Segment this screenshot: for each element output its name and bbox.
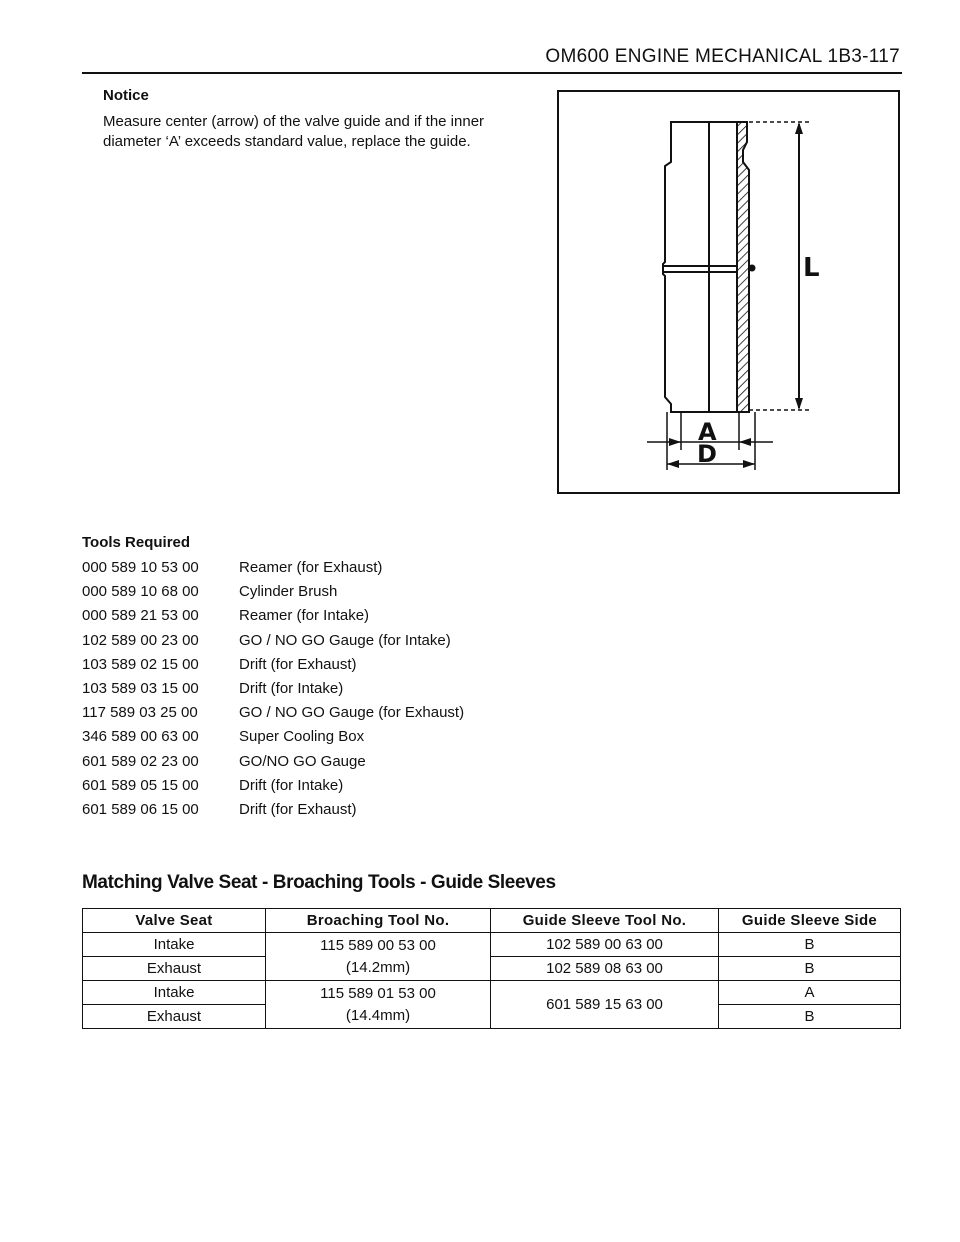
table-row [83, 981, 901, 1005]
broaching-tool-number: 115 589 01 53 00 [320, 984, 436, 1002]
tool-list-item [82, 725, 464, 749]
valve-guide-drawing [559, 92, 902, 496]
cell-guide-sleeve-side: B [719, 1005, 901, 1029]
broaching-tool-number: 115 589 00 53 00 [320, 936, 436, 954]
tool-number: 103 589 02 15 00 [82, 655, 199, 673]
dimension-a-label: A [698, 418, 717, 446]
tool-list-item [82, 798, 464, 822]
cell-valve-seat: Intake [83, 981, 266, 1005]
tool-list-item [82, 750, 464, 774]
tool-description: GO / NO GO Gauge (for Intake) [239, 631, 451, 649]
tool-description: GO/NO GO Gauge [239, 752, 366, 770]
col-header-guide-sleeve-tool: Guide Sleeve Tool No. [491, 909, 719, 933]
cell-guide-sleeve-tool: 102 589 00 63 00 [491, 933, 719, 957]
tool-number: 601 589 06 15 00 [82, 800, 199, 818]
tool-description: GO / NO GO Gauge (for Exhaust) [239, 704, 465, 722]
tool-number: 103 589 03 15 00 [82, 679, 199, 697]
guide-wall-section [737, 122, 749, 412]
tool-description: Super Cooling Box [239, 728, 365, 746]
notice-text: Measure center (arrow) of the valve guide and if the inner diameter ‘A’ exceeds standard value, replace the guide. [103, 113, 485, 150]
dimension-d-label: D [697, 440, 717, 468]
cell-guide-sleeve-tool: 102 589 08 63 00 [491, 957, 719, 981]
notice-block [103, 86, 533, 152]
dimension-l-label: L [803, 253, 820, 283]
tool-list-item [82, 580, 464, 604]
measure-point [749, 265, 756, 272]
tool-description: Reamer (for Exhaust) [239, 559, 383, 576]
header-rule [82, 72, 902, 74]
tool-number: 000 589 10 53 00 [82, 559, 199, 576]
col-header-broaching-tool: Broaching Tool No. [266, 909, 491, 933]
tool-number: 000 589 10 68 00 [82, 583, 199, 601]
tool-list-item [82, 677, 464, 701]
tool-list-item [82, 629, 464, 653]
tool-list-item [82, 653, 464, 677]
tool-number: 000 589 21 53 00 [82, 607, 199, 625]
tool-description: Drift (for Intake) [239, 679, 344, 697]
tool-number: 102 589 00 23 00 [82, 631, 199, 649]
cell-valve-seat: Exhaust [83, 1005, 266, 1029]
tool-description: Drift (for Exhaust) [239, 800, 357, 818]
matching-table [82, 908, 901, 1029]
matching-section-title: Matching Valve Seat - Broaching Tools - Guide Sleeves [82, 872, 556, 893]
cell-valve-seat: Exhaust [83, 957, 266, 981]
table-row [83, 957, 901, 981]
tool-number: 601 589 05 15 00 [82, 776, 199, 794]
tool-list-item [82, 604, 464, 628]
col-header-guide-sleeve-side: Guide Sleeve Side [719, 909, 901, 933]
cell-valve-seat: Intake [83, 933, 266, 957]
tools-required-section [82, 532, 464, 822]
notice-title: Notice [103, 87, 149, 104]
tool-list-item [82, 774, 464, 798]
cell-guide-sleeve-tool: 601 589 15 63 00 [491, 981, 719, 1029]
tool-description: Cylinder Brush [239, 583, 338, 601]
tool-description: Reamer (for Intake) [239, 607, 370, 625]
col-header-valve-seat: Valve Seat [83, 909, 266, 933]
broaching-tool-size: (14.2mm) [345, 958, 411, 976]
cell-broaching-tool [266, 981, 491, 1029]
broaching-tool-size: (14.4mm) [345, 1006, 411, 1024]
tool-description: Drift (for Intake) [239, 776, 344, 794]
tool-list-item [82, 556, 464, 580]
valve-guide-figure [557, 90, 900, 494]
tool-description: Drift (for Exhaust) [239, 655, 357, 673]
table-header-row [83, 909, 901, 933]
tool-list-item [82, 701, 464, 725]
table-row [83, 933, 901, 957]
page-header-title: OM600 ENGINE MECHANICAL 1B3-117 [545, 46, 900, 67]
tool-number: 601 589 02 23 00 [82, 752, 199, 770]
tool-number: 117 589 03 25 00 [82, 704, 198, 722]
cell-guide-sleeve-side: B [719, 957, 901, 981]
tool-number: 346 589 00 63 00 [82, 728, 199, 746]
tools-heading: Tools Required [82, 534, 191, 551]
tools-list [82, 556, 464, 822]
cell-guide-sleeve-side: B [719, 933, 901, 957]
cell-guide-sleeve-side: A [719, 981, 901, 1005]
cell-broaching-tool [266, 933, 491, 981]
